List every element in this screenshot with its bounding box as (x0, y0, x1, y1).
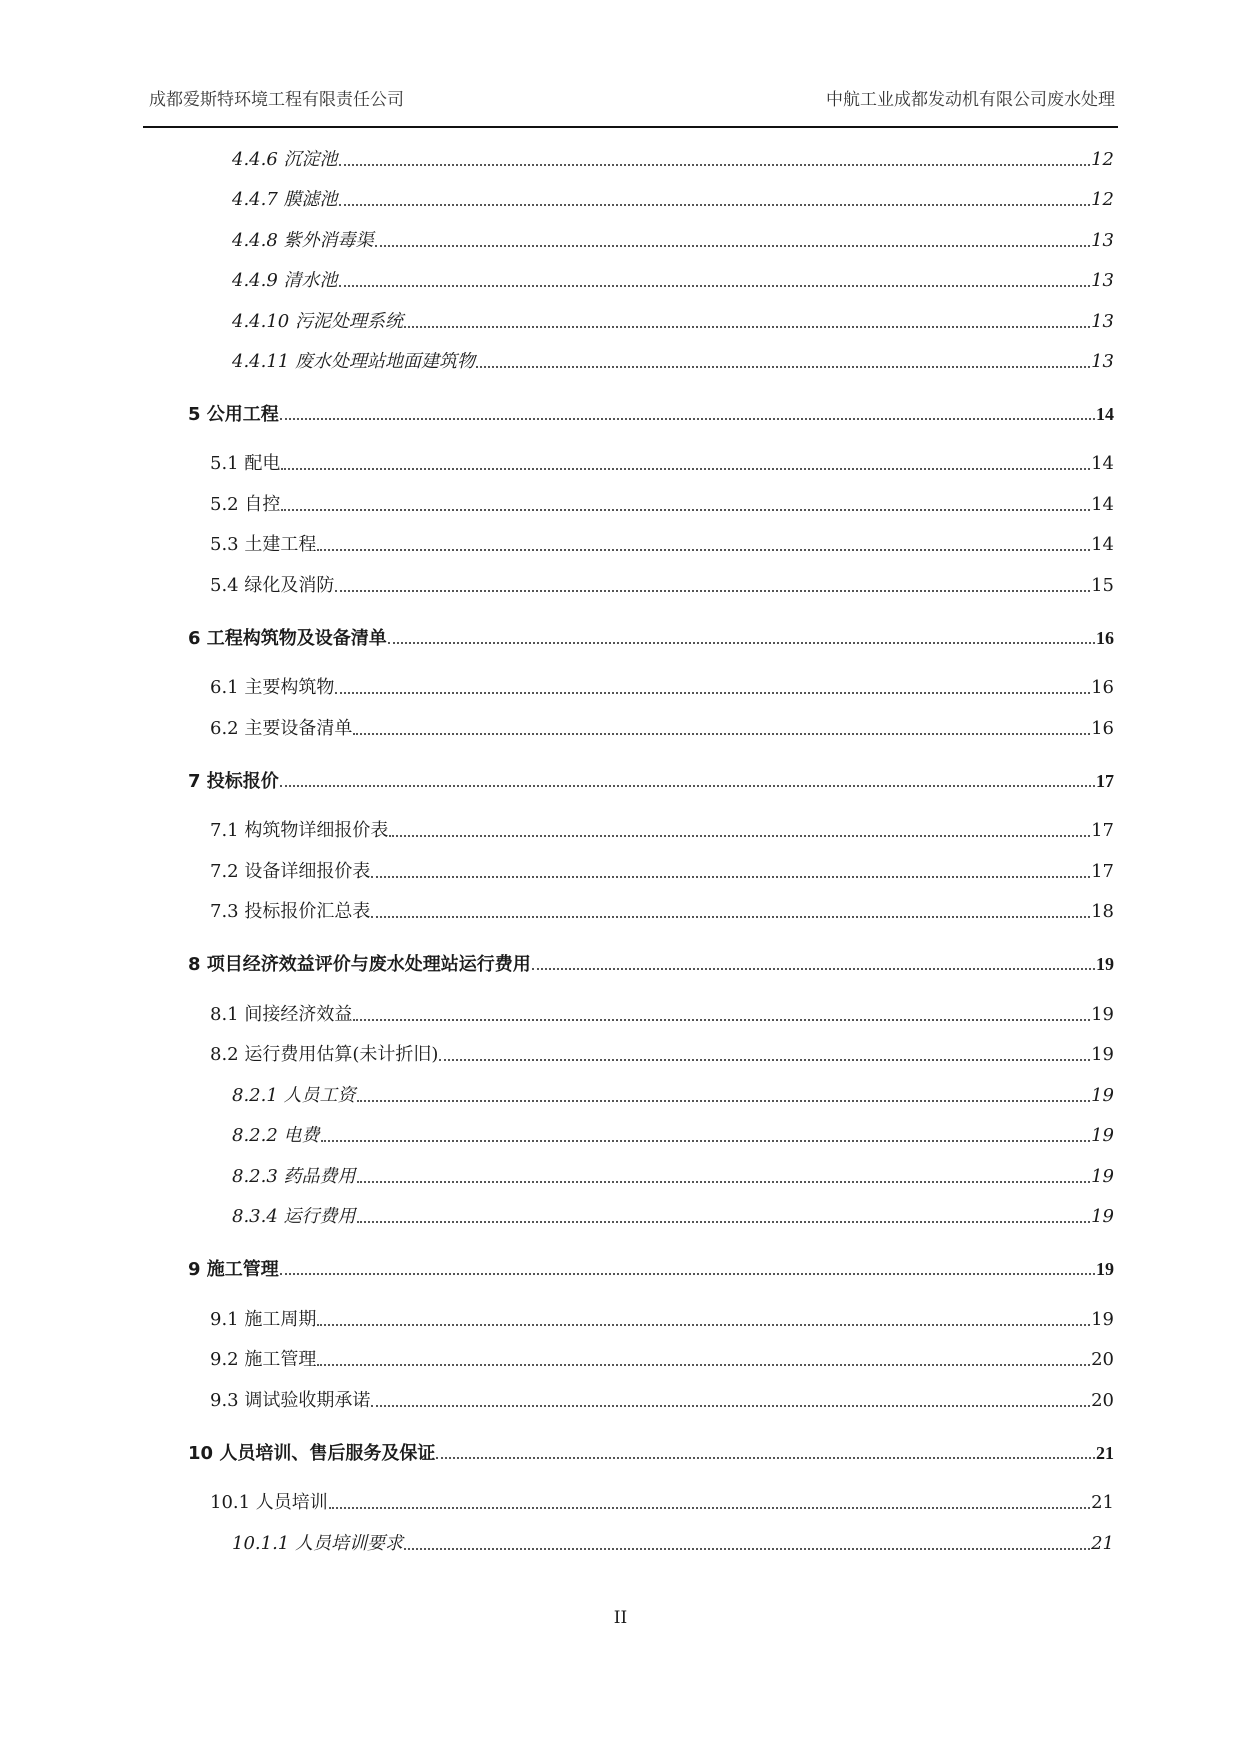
toc-entry-title: 9 施工管理 (188, 1259, 279, 1280)
toc-entry-level1[interactable] (188, 952, 1114, 976)
toc-entry-page: 21 (1091, 1533, 1114, 1554)
toc-leader-dots (335, 692, 1090, 694)
toc-entry-title: 9.3 调试验收期承诺 (210, 1390, 371, 1411)
toc-entry-level1[interactable] (188, 769, 1114, 793)
toc-entry-page: 16 (1096, 628, 1114, 648)
toc-leader-dots (404, 1548, 1090, 1550)
toc-entry-page: 17 (1091, 820, 1114, 841)
toc-entry-page: 13 (1091, 351, 1114, 372)
toc-entry-page: 13 (1091, 311, 1114, 332)
toc-leader-dots (353, 733, 1090, 735)
toc-leader-dots (375, 245, 1091, 247)
toc-entry-level2[interactable] (210, 533, 1114, 557)
toc-leader-dots (339, 285, 1091, 287)
toc-entry-title: 8.1 间接经济效益 (210, 1004, 353, 1025)
toc-leader-dots (388, 642, 1095, 644)
toc-leader-dots (371, 916, 1090, 918)
toc-entry-title: 4.4.8 紫外消毒渠 (232, 230, 374, 251)
toc-entry-title: 7 投标报价 (188, 771, 279, 792)
toc-entry-level3[interactable] (232, 229, 1114, 253)
toc-entry-level1[interactable] (188, 402, 1114, 426)
toc-entry-title: 5.3 土建工程 (210, 534, 317, 555)
toc-entry-level3[interactable] (232, 350, 1114, 374)
toc-entry-level2[interactable] (210, 452, 1114, 476)
toc-entry-page: 13 (1091, 270, 1114, 291)
toc-entry-title: 10.1.1 人员培训要求 (232, 1533, 403, 1554)
toc-entry-title: 4.4.9 清水池 (232, 270, 338, 291)
toc-entry-page: 16 (1091, 677, 1114, 698)
toc-leader-dots (371, 1405, 1090, 1407)
toc-entry-page: 17 (1091, 861, 1114, 882)
toc-entry-page: 15 (1091, 575, 1114, 596)
toc-entry-title: 6 工程构筑物及设备清单 (188, 628, 387, 649)
toc-entry-title: 6.2 主要设备清单 (210, 718, 353, 739)
header-company: 成都爱斯特环境工程有限责任公司 (149, 90, 404, 110)
toc-entry-page: 14 (1091, 453, 1114, 474)
toc-leader-dots (532, 968, 1095, 970)
toc-entry-page: 14 (1091, 534, 1114, 555)
toc-entry-title: 4.4.6 沉淀池 (232, 149, 338, 170)
toc-entry-title: 8 项目经济效益评价与废水处理站运行费用 (188, 954, 531, 975)
toc-entry-page: 19 (1096, 1259, 1114, 1279)
header-project: 中航工业成都发动机有限公司废水处理 (826, 90, 1115, 110)
toc-entry-level3[interactable] (232, 148, 1114, 172)
toc-entry-page: 17 (1096, 771, 1114, 791)
toc-entry-page: 20 (1091, 1349, 1114, 1370)
toc-entry-title: 7.1 构筑物详细报价表 (210, 820, 389, 841)
toc-entry-title: 9.1 施工周期 (210, 1309, 317, 1330)
toc-leader-dots (371, 876, 1090, 878)
toc-entry-page: 18 (1091, 901, 1114, 922)
toc-leader-dots (281, 468, 1090, 470)
toc-leader-dots (329, 1507, 1090, 1509)
toc-entry-title: 8.2.1 人员工资 (232, 1085, 356, 1106)
toc-leader-dots (404, 326, 1090, 328)
toc-entry-level3[interactable] (232, 310, 1114, 334)
toc-leader-dots (317, 1324, 1090, 1326)
toc-entry-level2[interactable] (210, 1491, 1114, 1515)
toc-entry-title: 7.3 投标报价汇总表 (210, 901, 371, 922)
toc-entry-title: 4.4.11 废水处理站地面建筑物 (232, 351, 475, 372)
toc-leader-dots (280, 418, 1095, 420)
toc-entry-title: 8.2.2 电费 (232, 1125, 320, 1146)
toc-entry-page: 19 (1091, 1085, 1114, 1106)
toc-entry-level1[interactable] (188, 626, 1114, 650)
toc-entry-title: 5.2 自控 (210, 494, 281, 515)
toc-entry-page: 12 (1091, 149, 1114, 170)
toc-entry-level2[interactable] (210, 676, 1114, 700)
toc-entry-level3[interactable] (232, 1532, 1114, 1556)
toc-entry-title: 8.2.3 药品费用 (232, 1166, 356, 1187)
toc-leader-dots (317, 549, 1090, 551)
toc-entry-page: 16 (1091, 718, 1114, 739)
toc-entry-title: 9.2 施工管理 (210, 1349, 317, 1370)
toc-entry-level3[interactable] (232, 1165, 1114, 1189)
toc-entry-level2[interactable] (210, 819, 1114, 843)
toc-entry-title: 5.4 绿化及消防 (210, 575, 335, 596)
toc-entry-title: 10.1 人员培训 (210, 1492, 328, 1513)
toc-entry-page: 19 (1091, 1166, 1114, 1187)
toc-entry-level3[interactable] (232, 1084, 1114, 1108)
toc-entry-level2[interactable] (210, 1348, 1114, 1372)
toc-entry-title: 5.1 配电 (210, 453, 281, 474)
toc-entry-title: 4.4.10 污泥处理系统 (232, 311, 403, 332)
toc-leader-dots (389, 835, 1090, 837)
toc-entry-page: 21 (1091, 1492, 1114, 1513)
toc-entry-title: 5 公用工程 (188, 404, 279, 425)
toc-leader-dots (436, 1457, 1095, 1459)
toc-leader-dots (339, 204, 1091, 206)
toc-entry-page: 19 (1091, 1004, 1114, 1025)
toc-entry-level2[interactable] (210, 574, 1114, 598)
toc-entry-page: 19 (1091, 1309, 1114, 1330)
toc-entry-page: 19 (1091, 1044, 1114, 1065)
toc-entry-title: 8.3.4 运行费用 (232, 1206, 356, 1227)
toc-leader-dots (281, 509, 1090, 511)
toc-entry-page: 13 (1091, 230, 1114, 251)
toc-leader-dots (280, 785, 1095, 787)
toc-entry-page: 19 (1091, 1125, 1114, 1146)
toc-entry-title: 6.1 主要构筑物 (210, 677, 335, 698)
toc-entry-level2[interactable] (210, 900, 1114, 924)
toc-leader-dots (353, 1019, 1090, 1021)
toc-entry-title: 8.2 运行费用估算(未计折旧) (210, 1044, 439, 1065)
toc-leader-dots (321, 1140, 1091, 1142)
toc-leader-dots (317, 1364, 1090, 1366)
toc-leader-dots (339, 164, 1091, 166)
toc-leader-dots (476, 366, 1090, 368)
page-number: II (613, 1608, 628, 1628)
toc-entry-level2[interactable] (210, 717, 1114, 741)
toc-leader-dots (280, 1273, 1095, 1275)
toc-entry-title: 7.2 设备详细报价表 (210, 861, 371, 882)
toc-entry-level2[interactable] (210, 1389, 1114, 1413)
toc-entry-page: 12 (1091, 189, 1114, 210)
toc-entry-level2[interactable] (210, 493, 1114, 517)
toc-entry-level2[interactable] (210, 1308, 1114, 1332)
toc-entry-page: 19 (1096, 954, 1114, 974)
toc-entry-level2[interactable] (210, 1003, 1114, 1027)
toc-entry-title: 10 人员培训、售后服务及保证 (188, 1443, 436, 1464)
toc-leader-dots (439, 1059, 1090, 1061)
toc-entry-title: 4.4.7 膜滤池 (232, 189, 338, 210)
toc-entry-page: 14 (1096, 404, 1114, 424)
toc-leader-dots (357, 1181, 1091, 1183)
toc-entry-level1[interactable] (188, 1441, 1114, 1465)
toc-entry-level1[interactable] (188, 1257, 1114, 1281)
toc-entry-page: 20 (1091, 1390, 1114, 1411)
toc-leader-dots (335, 590, 1090, 592)
toc-entry-page: 14 (1091, 494, 1114, 515)
toc-leader-dots (357, 1221, 1091, 1223)
toc-leader-dots (357, 1100, 1091, 1102)
toc-entry-level3[interactable] (232, 188, 1114, 212)
toc-entry-page: 19 (1091, 1206, 1114, 1227)
toc-entry-level3[interactable] (232, 1205, 1114, 1229)
toc-entry-level3[interactable] (232, 269, 1114, 293)
toc-entry-level3[interactable] (232, 1124, 1114, 1148)
toc-entry-level2[interactable] (210, 1043, 1114, 1067)
toc-entry-level2[interactable] (210, 860, 1114, 884)
toc-entry-page: 21 (1096, 1443, 1114, 1463)
